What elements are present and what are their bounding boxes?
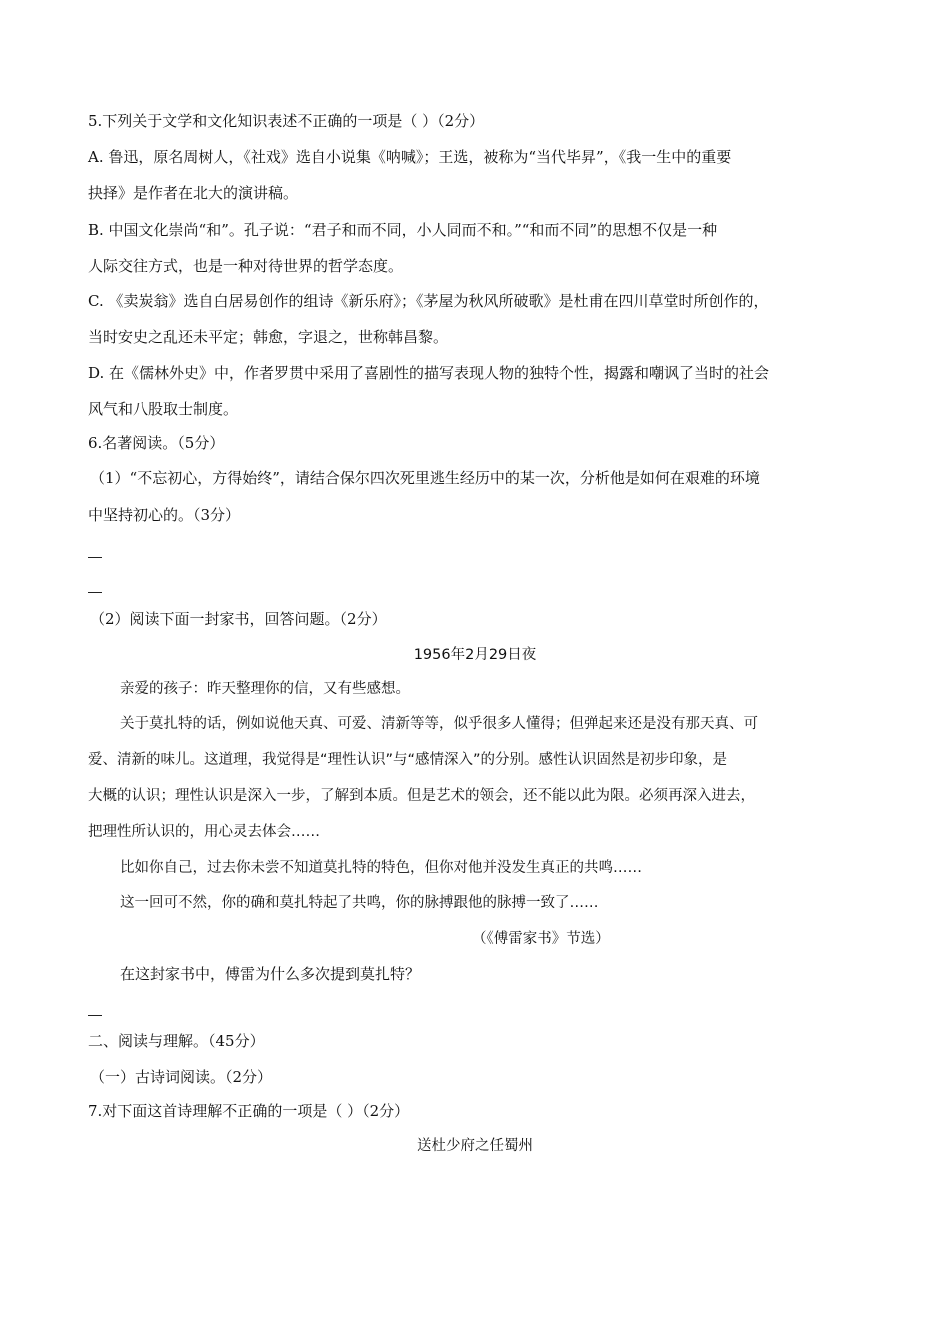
letter-source: （《傅雷家书》节选）: [472, 931, 610, 947]
q6-part1-line1: （1）“不忘初心，方得始终”，请结合保尔四次死里逃生经历中的某一次，分析他是如何在艰难的环境: [90, 469, 760, 487]
q5-option-d-line1: D. 在《儒林外史》中，作者罗贯中采用了喜剧性的描写表现人物的独特个性，揭露和嘲讽了当时的社会: [88, 364, 770, 382]
q5-stem: 5.下列关于文学和文化知识表述不正确的一项是（ ）（2分）: [88, 112, 485, 130]
letter-greeting: 亲爱的孩子：昨天整理你的信，又有些感想。: [120, 681, 410, 697]
q6-part1-line2: 中坚持初心的。（3分）: [88, 506, 241, 524]
q5-option-c-line1: C. 《卖炭翁》选自白居易创作的组诗《新乐府》；《茅屋为秋风所破歌》是杜甫在四川草堂时所创作的，: [88, 292, 769, 310]
section2-title: 二、阅读与理解。（45分）: [88, 1032, 265, 1050]
section2-sub1: （一）古诗词阅读。（2分）: [90, 1068, 273, 1086]
q5-option-d-line2: 风气和八股取士制度。: [88, 400, 239, 418]
q5-option-b-line2: 人际交往方式，也是一种对待世界的哲学态度。: [88, 257, 404, 275]
q6-part2-stem: （2）阅读下面一封家书，回答问题。（2分）: [90, 610, 387, 628]
letter-line: 这一回可不然，你的确和莫扎特起了共鸣，你的脉搏跟他的脉搏一致了……: [120, 895, 599, 911]
letter-line: 爱、清新的味儿。这道理，我觉得是“理性认识”与“感情深入”的分别。感性认识固然是初步印象，是: [88, 752, 728, 768]
answer-blank-line: [88, 592, 102, 593]
letter-date: 1956年2月29日夜: [413, 647, 537, 663]
answer-blank-line: [88, 557, 102, 558]
letter-line: 大概的认识；理性认识是深入一步，了解到本质。但是艺术的领会，还不能以此为限。必须再深入进去，: [88, 788, 755, 804]
q6-part2-question: 在这封家书中，傅雷为什么多次提到莫扎特？: [120, 965, 421, 983]
q6-stem: 6.名著阅读。（5分）: [88, 434, 225, 452]
q5-option-b-line1: B. 中国文化崇尚“和”。孔子说：“君子和而不同，小人同而不和。”“和而不同”的思想不仅是一种: [88, 221, 718, 239]
letter-line: 把理性所认识的，用心灵去体会……: [88, 824, 320, 840]
answer-blank-line: [88, 1015, 102, 1016]
poem-title: 送杜少府之任蜀州: [417, 1138, 533, 1154]
letter-line: 关于莫扎特的话，例如说他天真、可爱、清新等等，似乎很多人懂得；但弹起来还是没有那天真、可: [120, 716, 758, 732]
q5-option-a-line1: A. 鲁迅，原名周树人，《社戏》选自小说集《呐喊》；王选，被称为“当代毕昇”，《我一生中的重要: [88, 148, 732, 166]
q5-option-c-line2: 当时安史之乱还未平定；韩愈，字退之，世称韩昌黎。: [88, 328, 449, 346]
q5-option-a-line2: 抉择》是作者在北大的演讲稿。: [88, 184, 299, 202]
letter-line: 比如你自己，过去你未尝不知道莫扎特的特色，但你对他并没发生真正的共鸣……: [120, 860, 642, 876]
q7-stem: 7.对下面这首诗理解不正确的一项是（ ）（2分）: [88, 1102, 410, 1120]
